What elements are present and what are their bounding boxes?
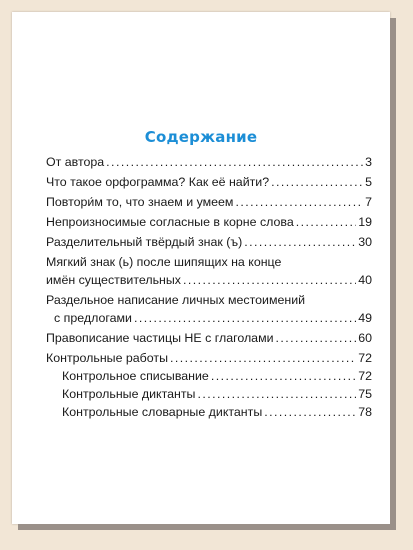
dot-leader (211, 367, 356, 385)
toc-page-number: 30 (358, 235, 372, 249)
toc-entry-hard-sign[interactable] (46, 233, 372, 251)
toc-page-number: 72 (358, 369, 372, 383)
toc-page-number: 72 (358, 351, 372, 365)
toc-page-number: 3 (365, 155, 372, 169)
page-title: Содержание (144, 128, 258, 146)
toc-entry-silent-consonants[interactable] (46, 213, 372, 231)
toc-entry-author[interactable] (46, 153, 372, 171)
toc-subentry-copying[interactable] (46, 367, 372, 385)
toc-entry-label: с предлогами (54, 311, 132, 325)
dot-leader (276, 329, 357, 347)
toc-entry-label: Контрольные диктанты (62, 387, 196, 401)
dot-leader (134, 309, 356, 327)
dot-leader (264, 403, 356, 421)
toc-entry-label: Непроизносимые согласные в корне слова (46, 215, 294, 229)
toc-page-number: 49 (358, 311, 372, 325)
toc-entry-label: Контрольное списывание (62, 369, 209, 383)
toc-entry-particle-ne[interactable] (46, 329, 372, 347)
toc-subentry-vocabulary-dictations[interactable] (46, 403, 372, 421)
toc-page-number: 75 (358, 387, 372, 401)
toc-page-number: 19 (358, 215, 372, 229)
toc-entry-label: имён существительных (46, 273, 181, 287)
toc-entry-label: Что такое орфограмма? Как её найти? (46, 175, 270, 189)
toc-page-number: 5 (365, 175, 372, 189)
toc-entry-label: Повтори́м то, что знаем и умеем (46, 195, 234, 209)
toc-entry-label-line1: Раздельное написание личных местоимений (46, 293, 306, 307)
toc-entry-label: Контрольные работы (46, 351, 168, 365)
toc-entry-label: Правописание частицы НЕ с глаголами (46, 331, 274, 345)
dot-leader (106, 153, 363, 171)
dot-leader (271, 173, 363, 191)
table-of-contents (46, 153, 372, 421)
toc-entry-orthogram[interactable] (46, 173, 372, 191)
toc-page-number: 60 (358, 331, 372, 345)
dot-leader (197, 385, 356, 403)
toc-entry-label-line1: Мягкий знак (ь) после шипящих на конце (46, 255, 282, 269)
toc-entry-label: Разделительный твёрдый знак (ъ) (46, 235, 243, 249)
toc-entry-soft-sign[interactable] (46, 253, 372, 289)
toc-entry-review[interactable] (46, 193, 372, 211)
toc-entry-pronouns[interactable] (46, 291, 372, 327)
book-page (12, 12, 390, 524)
toc-entry-control-works[interactable] (46, 349, 372, 367)
dot-leader (183, 271, 356, 289)
toc-entry-label: От автора (46, 155, 105, 169)
toc-page-number: 7 (365, 195, 372, 209)
dot-leader (235, 193, 363, 211)
dot-leader (170, 349, 356, 367)
toc-page-number: 78 (358, 405, 372, 419)
toc-entry-label: Контрольные словарные диктанты (62, 405, 263, 419)
toc-subentry-dictations[interactable] (46, 385, 372, 403)
dot-leader (296, 213, 356, 231)
dot-leader (244, 233, 356, 251)
toc-page-number: 40 (358, 273, 372, 287)
